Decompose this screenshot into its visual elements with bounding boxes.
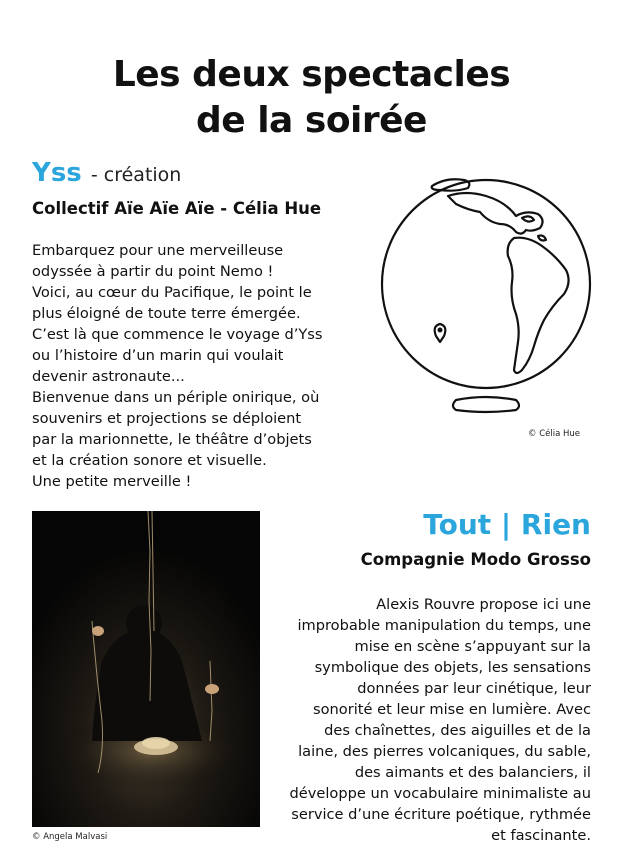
yss-photo-credit: © Célia Hue bbox=[528, 429, 581, 439]
yss-line: Bienvenue dans un périple onirique, où bbox=[32, 389, 320, 406]
tout-rien-line: mise en scène s’appuyant sur la bbox=[354, 638, 591, 655]
location-pin-icon bbox=[435, 324, 446, 342]
yss-line: souvenirs et projections se déploient bbox=[32, 410, 302, 427]
tout-rien-line: développe un vocabulaire minimaliste au bbox=[289, 785, 591, 802]
globe-stand bbox=[453, 397, 519, 412]
tout-rien-line: et fascinante. bbox=[491, 827, 591, 844]
yss-line: C’est là que commence le voyage d’Yss bbox=[32, 326, 323, 343]
yss-line: Embarquez pour une merveilleuse bbox=[32, 242, 284, 259]
tout-rien-line: improbable manipulation du temps, une bbox=[297, 617, 591, 634]
tout-rien-line: des aimants et des balanciers, il bbox=[354, 764, 591, 781]
page-title-line-1: Les deux spectacles bbox=[112, 54, 511, 96]
yss-line: Une petite merveille ! bbox=[32, 473, 192, 490]
tout-rien-line: données par leur cinétique, leur bbox=[357, 680, 591, 697]
yss-line: et la création sonore et visuelle. bbox=[32, 452, 267, 469]
tout-rien-line: symbolique des objets, les sensations bbox=[314, 659, 591, 676]
tout-rien-company: Compagnie Modo Grosso bbox=[360, 550, 591, 569]
tout-rien-line: des chaînettes, des aiguilles et de la bbox=[324, 722, 591, 739]
globe-illustration bbox=[376, 174, 596, 418]
continent-south bbox=[508, 238, 569, 373]
page-title bbox=[0, 52, 623, 144]
yss-line: devenir astronaute... bbox=[32, 368, 185, 385]
continent-north bbox=[448, 193, 543, 234]
island bbox=[538, 236, 546, 241]
page-title-line-2: de la soirée bbox=[196, 100, 427, 142]
tout-rien-line: service d’une écriture poétique, rythmée bbox=[291, 806, 591, 823]
yss-line: Voici, au cœur du Pacifique, le point le bbox=[32, 284, 312, 301]
yss-line: plus éloigné de toute terre émergée. bbox=[32, 305, 301, 322]
tout-rien-line: Alexis Rouvre propose ici une bbox=[376, 596, 591, 613]
tout-rien-line: laine, des pierres volcaniques, du sable, bbox=[298, 743, 591, 760]
yss-line: ou l’histoire d’un marin qui voulait bbox=[32, 347, 284, 364]
yss-heading bbox=[32, 158, 181, 188]
yss-company: Collectif Aïe Aïe Aïe - Célia Hue bbox=[32, 199, 322, 218]
tout-rien-title: Tout | Rien bbox=[423, 508, 591, 541]
yss-line: odyssée à partir du point Nemo ! bbox=[32, 263, 274, 280]
tout-rien-description bbox=[261, 594, 591, 846]
yss-line: par la marionnette, le théâtre d’objets bbox=[32, 431, 312, 448]
tout-rien-photo-credit: © Angela Malvasi bbox=[32, 832, 108, 842]
tout-rien-line: sonorité et leur mise en lumière. Avec bbox=[313, 701, 591, 718]
island bbox=[522, 216, 534, 221]
yss-subtitle: - création bbox=[90, 164, 182, 186]
yss-title: Yss bbox=[32, 158, 82, 188]
globe-outline bbox=[382, 180, 590, 388]
yss-description bbox=[32, 240, 352, 492]
globe-top-cap bbox=[432, 179, 470, 190]
stage-photo bbox=[32, 511, 260, 827]
